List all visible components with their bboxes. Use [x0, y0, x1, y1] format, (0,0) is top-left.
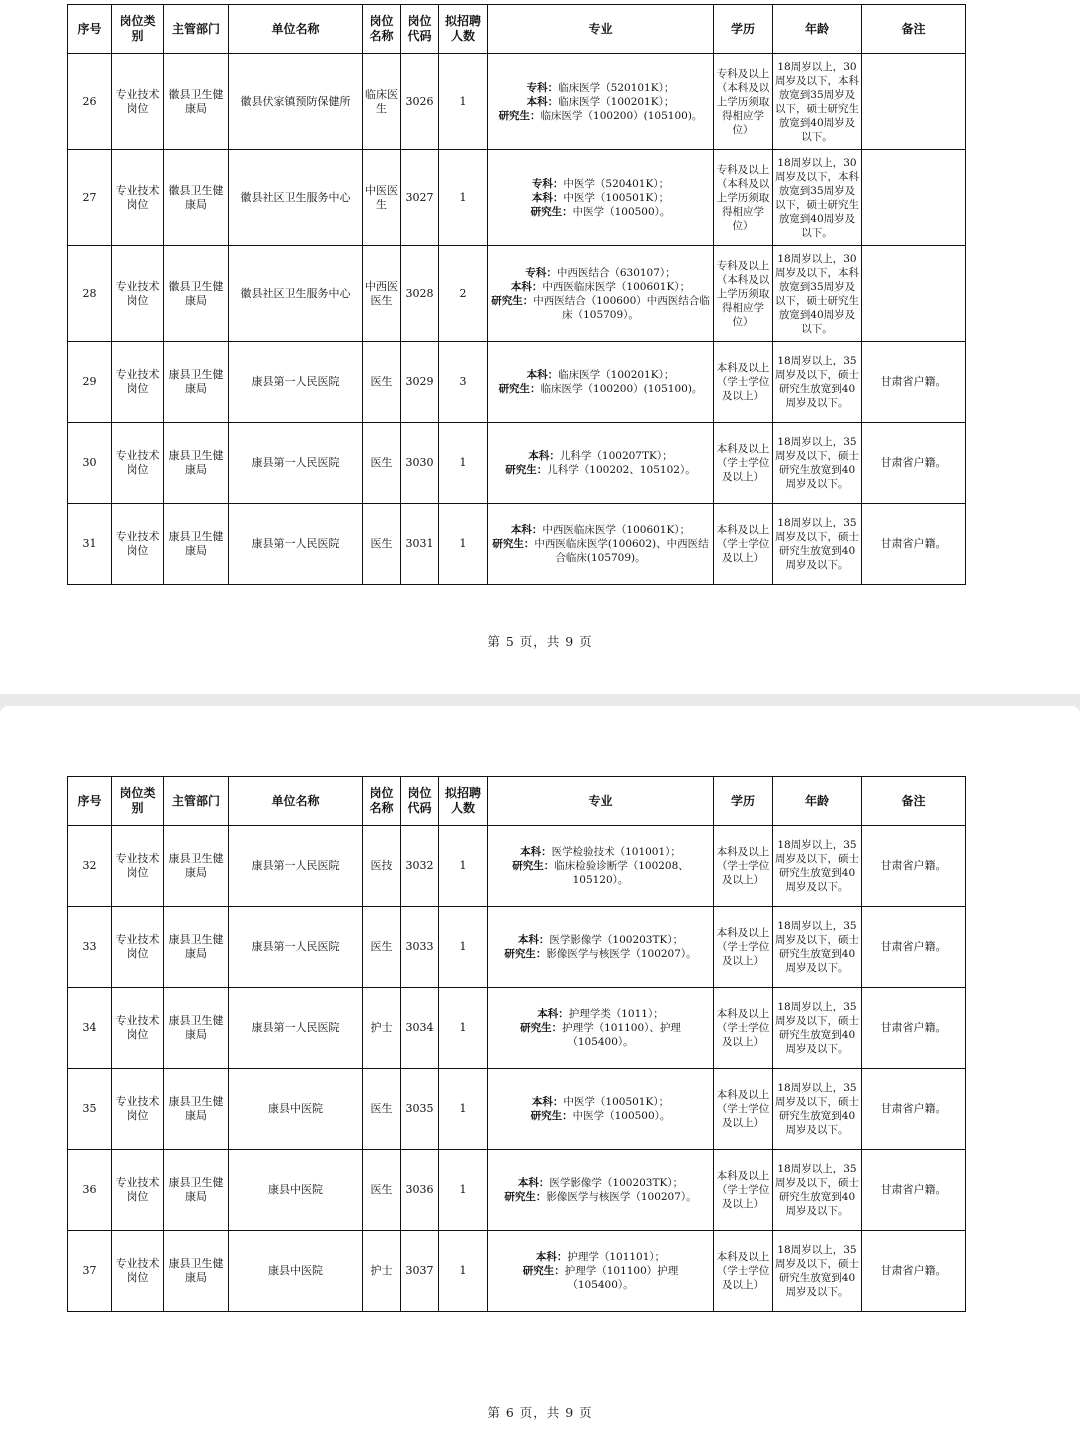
major-line [490, 205, 711, 219]
table-row [68, 826, 966, 907]
major-text: 临床医学（100201K）； [558, 369, 675, 381]
major-text: 中医学（100500）。 [572, 205, 671, 218]
degree-level-label: 本科： [510, 524, 543, 536]
education-cell: 本科及以上（学士学位及以上） [714, 907, 773, 988]
recruitment-table [67, 4, 966, 585]
headcount-cell: 1 [439, 504, 488, 585]
education-cell: 本科及以上（学士学位及以上） [714, 342, 773, 423]
degree-level-label: 本科： [510, 280, 543, 293]
note-cell: 甘肃省户籍。 [862, 907, 966, 988]
post-category-cell: 专业技术岗位 [112, 907, 164, 988]
department-cell: 康县卫生健康局 [164, 423, 229, 504]
post-category-cell: 专业技术岗位 [112, 1150, 164, 1231]
row-number-cell: 34 [68, 988, 112, 1069]
department-cell: 康县卫生健康局 [164, 1231, 229, 1312]
header-cell: 岗位代码 [401, 5, 439, 54]
major-line [490, 1176, 711, 1190]
post-category-cell: 专业技术岗位 [112, 246, 164, 342]
degree-level-label: 本科： [528, 450, 560, 462]
post-code-cell: 3033 [401, 907, 439, 988]
major-text: 中医学（100501K）； [563, 1096, 670, 1108]
major-line [490, 1007, 711, 1021]
age-cell: 18周岁以上，30周岁及以下，本科放宽到35周岁及以下，硕士研究生放宽到40周岁及以下。 [773, 54, 862, 150]
major-text: 中医学（520401K）； [563, 177, 670, 190]
note-cell: 甘肃省户籍。 [862, 1150, 966, 1231]
major-line [490, 463, 711, 477]
row-number-cell: 35 [68, 1069, 112, 1150]
unit-name-cell: 康县第一人民医院 [229, 423, 363, 504]
major-text: 儿科学（100202、105102）。 [547, 464, 696, 476]
degree-level-label: 本科： [535, 1251, 568, 1263]
headcount-cell: 1 [439, 826, 488, 907]
major-cell [488, 423, 714, 504]
major-line [490, 280, 711, 294]
header-cell: 拟招聘人数 [439, 777, 488, 826]
note-cell: 甘肃省户籍。 [862, 1231, 966, 1312]
note-cell: 甘肃省户籍。 [862, 423, 966, 504]
degree-level-label: 研究生： [491, 294, 534, 307]
major-text: 临床医学（100200）(105100)。 [540, 383, 703, 395]
degree-level-label: 研究生： [512, 860, 555, 872]
major-line [490, 933, 711, 947]
age-cell: 18周岁以上，35周岁及以下，硕士研究生放宽到40周岁及以下。 [773, 423, 862, 504]
major-text: 中西医结合（630107）； [556, 266, 676, 279]
major-line [490, 1264, 711, 1292]
age-cell: 18周岁以上，35周岁及以下，硕士研究生放宽到40周岁及以下。 [773, 826, 862, 907]
degree-level-label: 研究生： [504, 948, 547, 960]
major-cell [488, 54, 714, 150]
major-text: 影像医学与核医学（100207）。 [546, 1191, 697, 1203]
education-cell: 本科及以上（学士学位及以上） [714, 1231, 773, 1312]
degree-level-label: 研究生： [498, 383, 541, 395]
post-code-cell: 3031 [401, 504, 439, 585]
age-cell: 18周岁以上，35周岁及以下，硕士研究生放宽到40周岁及以下。 [773, 1069, 862, 1150]
post-category-cell: 专业技术岗位 [112, 54, 164, 150]
age-cell: 18周岁以上，35周岁及以下，硕士研究生放宽到40周岁及以下。 [773, 1231, 862, 1312]
header-cell: 岗位代码 [401, 777, 439, 826]
education-cell: 本科及以上（学士学位及以上） [714, 1069, 773, 1150]
headcount-cell: 1 [439, 1231, 488, 1312]
major-line [490, 845, 711, 859]
note-cell [862, 54, 966, 150]
headcount-cell: 1 [439, 907, 488, 988]
header-cell: 学历 [714, 777, 773, 826]
major-cell [488, 1231, 714, 1312]
degree-level-label: 专科： [525, 266, 557, 279]
department-cell: 徽县卫生健康局 [164, 150, 229, 246]
major-text: 临床检验诊断学（100208、105120）。 [554, 860, 689, 886]
post-code-cell: 3028 [401, 246, 439, 342]
major-cell [488, 246, 714, 342]
table-row [68, 504, 966, 585]
degree-level-label: 本科： [517, 1177, 550, 1189]
table-row [68, 150, 966, 246]
unit-name-cell: 徽县社区卫生服务中心 [229, 246, 363, 342]
post-code-cell: 3037 [401, 1231, 439, 1312]
department-cell: 徽县卫生健康局 [164, 246, 229, 342]
header-cell: 备注 [862, 777, 966, 826]
table-row [68, 342, 966, 423]
note-cell: 甘肃省户籍。 [862, 826, 966, 907]
degree-level-label: 研究生： [522, 1265, 565, 1277]
document-page-5 [0, 0, 1080, 694]
education-cell: 本科及以上（学士学位及以上） [714, 826, 773, 907]
header-cell: 序号 [68, 777, 112, 826]
degree-level-label: 本科： [520, 846, 552, 858]
headcount-cell: 1 [439, 150, 488, 246]
age-cell: 18周岁以上，35周岁及以下，硕士研究生放宽到40周岁及以下。 [773, 988, 862, 1069]
note-cell [862, 246, 966, 342]
degree-level-label: 研究生： [498, 109, 541, 122]
department-cell: 徽县卫生健康局 [164, 54, 229, 150]
table-row [68, 988, 966, 1069]
department-cell: 康县卫生健康局 [164, 907, 229, 988]
post-category-cell: 专业技术岗位 [112, 988, 164, 1069]
major-text: 医学影像学（100203TK）； [549, 934, 684, 946]
header-cell: 岗位名称 [363, 777, 401, 826]
unit-name-cell: 康县第一人民医院 [229, 988, 363, 1069]
major-cell [488, 826, 714, 907]
unit-name-cell: 康县第一人民医院 [229, 504, 363, 585]
age-cell: 18周岁以上，35周岁及以下，硕士研究生放宽到40周岁及以下。 [773, 342, 862, 423]
post-name-cell: 护士 [363, 1231, 401, 1312]
post-category-cell: 专业技术岗位 [112, 1231, 164, 1312]
major-text: 护理学类（1011）； [568, 1008, 664, 1020]
post-name-cell: 医生 [363, 342, 401, 423]
major-text: 护理学（101100）、护理（105400）。 [562, 1022, 681, 1048]
major-text: 医学影像学（100203TK）； [549, 1177, 684, 1189]
unit-name-cell: 徽县伏家镇预防保健所 [229, 54, 363, 150]
table-row [68, 54, 966, 150]
post-name-cell: 医生 [363, 1069, 401, 1150]
header-cell: 岗位名称 [363, 5, 401, 54]
major-text: 中西医结合（100600）中西医结合临床（105709）。 [533, 294, 710, 321]
headcount-cell: 1 [439, 54, 488, 150]
headcount-cell: 1 [439, 988, 488, 1069]
major-cell [488, 150, 714, 246]
row-number-cell: 26 [68, 54, 112, 150]
major-line [490, 1109, 711, 1123]
row-number-cell: 33 [68, 907, 112, 988]
row-number-cell: 32 [68, 826, 112, 907]
post-category-cell: 专业技术岗位 [112, 826, 164, 907]
degree-level-label: 研究生： [492, 538, 535, 550]
headcount-cell: 3 [439, 342, 488, 423]
major-cell [488, 988, 714, 1069]
major-text: 护理学（101100）护理（105400）。 [564, 1265, 679, 1291]
education-cell: 本科及以上（学士学位及以上） [714, 423, 773, 504]
major-line [490, 523, 711, 537]
table-row [68, 246, 966, 342]
major-cell [488, 1150, 714, 1231]
row-number-cell: 28 [68, 246, 112, 342]
header-cell: 单位名称 [229, 5, 363, 54]
note-cell [862, 150, 966, 246]
department-cell: 康县卫生健康局 [164, 988, 229, 1069]
post-code-cell: 3032 [401, 826, 439, 907]
post-code-cell: 3027 [401, 150, 439, 246]
major-line [490, 294, 711, 322]
table-row [68, 907, 966, 988]
education-cell: 专科及以上（本科及以上学历须取得相应学位） [714, 54, 773, 150]
unit-name-cell: 康县第一人民医院 [229, 342, 363, 423]
row-number-cell: 27 [68, 150, 112, 246]
note-cell: 甘肃省户籍。 [862, 342, 966, 423]
header-cell: 拟招聘人数 [439, 5, 488, 54]
education-cell: 专科及以上（本科及以上学历须取得相应学位） [714, 150, 773, 246]
major-line [490, 859, 711, 887]
major-line [490, 537, 711, 565]
major-cell [488, 504, 714, 585]
post-name-cell: 医生 [363, 907, 401, 988]
degree-level-label: 专科： [526, 81, 559, 94]
row-number-cell: 31 [68, 504, 112, 585]
major-line [490, 191, 711, 205]
major-text: 护理学（101101）； [567, 1251, 666, 1263]
age-cell: 18周岁以上，30周岁及以下，本科放宽到35周岁及以下，硕士研究生放宽到40周岁及以下。 [773, 150, 862, 246]
header-cell: 主管部门 [164, 777, 229, 826]
degree-level-label: 本科： [537, 1008, 569, 1020]
education-cell: 本科及以上（学士学位及以上） [714, 988, 773, 1069]
recruitment-table [67, 776, 966, 1312]
education-cell: 本科及以上（学士学位及以上） [714, 504, 773, 585]
post-code-cell: 3035 [401, 1069, 439, 1150]
major-line [490, 81, 711, 95]
header-cell: 专业 [488, 5, 714, 54]
header-cell: 主管部门 [164, 5, 229, 54]
header-cell: 单位名称 [229, 777, 363, 826]
post-category-cell: 专业技术岗位 [112, 504, 164, 585]
table-row [68, 423, 966, 504]
post-name-cell: 护士 [363, 988, 401, 1069]
degree-level-label: 本科： [517, 934, 550, 946]
major-line [490, 947, 711, 961]
degree-level-label: 研究生： [504, 1191, 547, 1203]
department-cell: 康县卫生健康局 [164, 504, 229, 585]
post-name-cell: 医生 [363, 504, 401, 585]
header-cell: 学历 [714, 5, 773, 54]
degree-level-label: 本科： [531, 191, 564, 204]
unit-name-cell: 康县中医院 [229, 1231, 363, 1312]
post-category-cell: 专业技术岗位 [112, 342, 164, 423]
headcount-cell: 1 [439, 423, 488, 504]
header-cell: 专业 [488, 777, 714, 826]
major-line [490, 1095, 711, 1109]
degree-level-label: 研究生： [520, 1022, 563, 1034]
post-category-cell: 专业技术岗位 [112, 150, 164, 246]
degree-level-label: 本科： [531, 1096, 564, 1108]
major-line [490, 266, 711, 280]
unit-name-cell: 康县中医院 [229, 1069, 363, 1150]
headcount-cell: 1 [439, 1150, 488, 1231]
major-text: 中医学（100501K）； [563, 191, 670, 204]
row-number-cell: 29 [68, 342, 112, 423]
degree-level-label: 研究生： [530, 205, 573, 218]
major-line [490, 382, 711, 396]
table-header-row [68, 777, 966, 826]
row-number-cell: 36 [68, 1150, 112, 1231]
major-text: 儿科学（100207TK）； [559, 450, 673, 462]
department-cell: 康县卫生健康局 [164, 1069, 229, 1150]
major-text: 中西医临床医学(100602)、中西医结合临床(105709)。 [534, 538, 709, 564]
major-text: 中医学（100500）。 [572, 1110, 671, 1122]
unit-name-cell: 康县中医院 [229, 1150, 363, 1231]
department-cell: 康县卫生健康局 [164, 342, 229, 423]
major-cell [488, 342, 714, 423]
post-name-cell: 临床医生 [363, 54, 401, 150]
unit-name-cell: 康县第一人民医院 [229, 826, 363, 907]
header-cell: 岗位类别 [112, 777, 164, 826]
post-name-cell: 医生 [363, 423, 401, 504]
post-name-cell: 医技 [363, 826, 401, 907]
post-code-cell: 3036 [401, 1150, 439, 1231]
major-cell [488, 907, 714, 988]
degree-level-label: 专科： [531, 177, 564, 190]
document-page-6 [0, 706, 1080, 1441]
table-body [68, 826, 966, 1312]
department-cell: 康县卫生健康局 [164, 1150, 229, 1231]
header-cell: 岗位类别 [112, 5, 164, 54]
age-cell: 18周岁以上，35周岁及以下，硕士研究生放宽到40周岁及以下。 [773, 907, 862, 988]
major-line [490, 177, 711, 191]
note-cell: 甘肃省户籍。 [862, 988, 966, 1069]
header-cell: 序号 [68, 5, 112, 54]
table-header-row [68, 5, 966, 54]
major-text: 医学检验技术（101001）； [551, 846, 681, 858]
major-line [490, 95, 711, 109]
degree-level-label: 研究生： [505, 464, 548, 476]
post-category-cell: 专业技术岗位 [112, 1069, 164, 1150]
major-text: 中西医临床医学（100601K）； [542, 524, 691, 536]
post-name-cell: 中医医生 [363, 150, 401, 246]
age-cell: 18周岁以上，35周岁及以下，硕士研究生放宽到40周岁及以下。 [773, 504, 862, 585]
table-row [68, 1150, 966, 1231]
degree-level-label: 本科： [526, 369, 559, 381]
major-text: 影像医学与核医学（100207）。 [546, 948, 697, 960]
post-name-cell: 中西医医生 [363, 246, 401, 342]
age-cell: 18周岁以上，35周岁及以下，硕士研究生放宽到40周岁及以下。 [773, 1150, 862, 1231]
degree-level-label: 研究生： [530, 1110, 573, 1122]
header-cell: 年龄 [773, 5, 862, 54]
unit-name-cell: 康县第一人民医院 [229, 907, 363, 988]
headcount-cell: 1 [439, 1069, 488, 1150]
post-name-cell: 医生 [363, 1150, 401, 1231]
major-cell [488, 1069, 714, 1150]
major-text: 临床医学（100201K）； [558, 95, 675, 108]
post-code-cell: 3026 [401, 54, 439, 150]
degree-level-label: 本科： [526, 95, 559, 108]
major-text: 临床医学（100200）(105100)。 [540, 109, 703, 122]
major-line [490, 1021, 711, 1049]
major-line [490, 449, 711, 463]
education-cell: 本科及以上（学士学位及以上） [714, 1150, 773, 1231]
post-code-cell: 3034 [401, 988, 439, 1069]
major-text: 中西医临床医学（100601K）； [542, 280, 691, 293]
row-number-cell: 37 [68, 1231, 112, 1312]
row-number-cell: 30 [68, 423, 112, 504]
major-line [490, 1190, 711, 1204]
post-category-cell: 专业技术岗位 [112, 423, 164, 504]
header-cell: 备注 [862, 5, 966, 54]
major-line [490, 368, 711, 382]
post-code-cell: 3029 [401, 342, 439, 423]
page-footer: 第 6 页，共 9 页 [487, 1405, 593, 1420]
department-cell: 康县卫生健康局 [164, 826, 229, 907]
major-text: 临床医学（520101K）； [558, 81, 675, 94]
post-code-cell: 3030 [401, 423, 439, 504]
education-cell: 专科及以上（本科及以上学历须取得相应学位） [714, 246, 773, 342]
table-body [68, 54, 966, 585]
age-cell: 18周岁以上，30周岁及以下，本科放宽到35周岁及以下，硕士研究生放宽到40周岁及以下。 [773, 246, 862, 342]
major-line [490, 1250, 711, 1264]
headcount-cell: 2 [439, 246, 488, 342]
page-footer: 第 5 页，共 9 页 [487, 634, 593, 649]
major-line [490, 109, 711, 123]
note-cell: 甘肃省户籍。 [862, 504, 966, 585]
header-cell: 年龄 [773, 777, 862, 826]
table-row [68, 1069, 966, 1150]
table-row [68, 1231, 966, 1312]
note-cell: 甘肃省户籍。 [862, 1069, 966, 1150]
unit-name-cell: 徽县社区卫生服务中心 [229, 150, 363, 246]
